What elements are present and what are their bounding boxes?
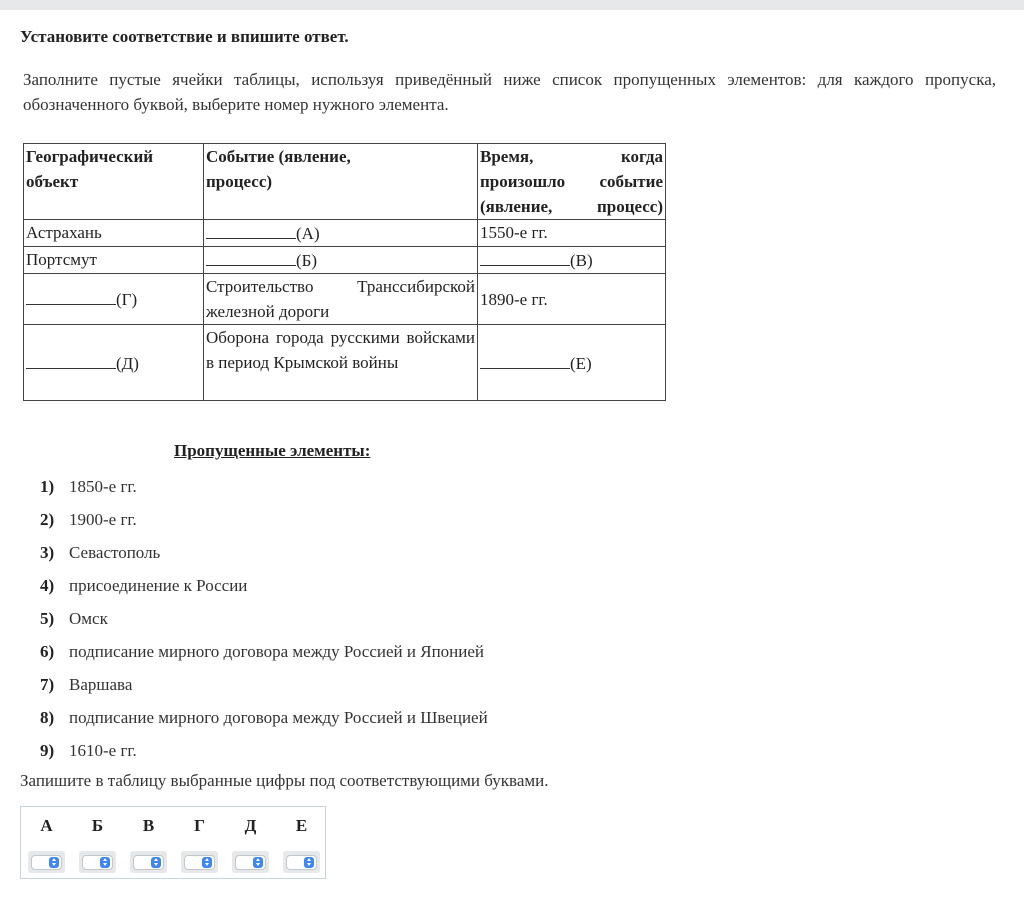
answer-letter: А (40, 816, 53, 835)
task-title: Установите соответствие и впишите ответ. (20, 27, 349, 46)
blank-line (206, 220, 296, 239)
up-down-chevron-icon (304, 857, 314, 868)
table-row (24, 220, 666, 247)
blank-line (206, 247, 296, 266)
item-text: присоединение к России (69, 576, 248, 595)
blank-label-g: (Г) (116, 290, 138, 309)
table-row (24, 247, 666, 274)
blank-line (26, 286, 116, 305)
header-event (204, 144, 478, 220)
blank-label-d: (Д) (116, 353, 139, 373)
list-item (40, 573, 488, 606)
matching-table (23, 143, 666, 401)
header-geo-object: Географический объект (24, 144, 204, 220)
row1-event (204, 220, 478, 247)
list-item (40, 606, 488, 639)
blank-line (480, 350, 570, 369)
answer-select-d[interactable] (232, 851, 269, 873)
item-text: подписание мирного договора между Россией и Японией (69, 642, 485, 661)
instruction-text: Заполните пустые ячейки таблицы, используя приведённый ниже список пропущенных элементов: для каждого пропуска, обозначенного буквой, выберите номер нужного элемента. (23, 70, 996, 114)
answer-select-b[interactable] (79, 851, 116, 873)
answer-table (20, 806, 326, 879)
answer-letter-cell (21, 815, 72, 837)
item-text: 1610-е гг. (69, 741, 137, 760)
row2-event (204, 247, 478, 274)
item-number: 4) (40, 576, 55, 595)
answer-select-v[interactable] (130, 851, 167, 873)
item-number: 9) (40, 741, 55, 760)
answer-letter: Г (194, 816, 205, 835)
item-number: 7) (40, 675, 55, 694)
row1-object: Астрахань (24, 220, 204, 247)
up-down-chevron-icon (49, 857, 59, 868)
answer-letter: Б (91, 816, 104, 835)
answer-letters-row (21, 815, 327, 837)
list-item (40, 474, 488, 507)
item-number: 3) (40, 543, 55, 562)
row4-time (478, 325, 666, 401)
item-text: 1850-е гг. (69, 477, 137, 496)
answer-letter: Е (295, 816, 308, 835)
up-down-chevron-icon (253, 857, 263, 868)
item-text: Омск (69, 609, 108, 628)
item-number: 5) (40, 609, 55, 628)
up-down-chevron-icon (100, 857, 110, 868)
row1-time: 1550-е гг. (478, 220, 666, 247)
item-text: Севастополь (69, 543, 161, 562)
up-down-chevron-icon (151, 857, 161, 868)
up-down-chevron-icon (202, 857, 212, 868)
list-item (40, 507, 488, 540)
row3-time: 1890-е гг. (478, 274, 666, 325)
blank-line (26, 350, 116, 369)
blank-label-a: (А) (296, 224, 320, 243)
header-event-text: Событие (явление, процесс) (206, 147, 351, 191)
answer-selects-row (21, 850, 327, 874)
answer-select-e[interactable] (283, 851, 320, 873)
answer-select-g[interactable] (181, 851, 218, 873)
missing-elements-title: Пропущенные элементы: (174, 441, 371, 460)
answer-select-a[interactable] (28, 851, 65, 873)
row4-object (24, 325, 204, 401)
answer-letter-cell (174, 815, 225, 837)
blank-label-e: (Е) (570, 353, 592, 373)
top-bar (0, 0, 1024, 10)
row2-object: Портсмут (24, 247, 204, 274)
list-item (40, 639, 488, 672)
row3-object (24, 274, 204, 325)
answer-letter-cell (276, 815, 327, 837)
list-item (40, 705, 488, 738)
list-item (40, 540, 488, 573)
row3-event: Строительство Транссибирской железной дороги (204, 274, 478, 325)
list-item (40, 738, 488, 771)
header-time: Время, когда произошло событие (явление, процесс) (478, 144, 666, 220)
row2-time (478, 247, 666, 274)
table-header-row (24, 144, 666, 220)
answer-letter-cell (225, 815, 276, 837)
table-row (24, 274, 666, 325)
write-hint-text: Запишите в таблицу выбранные цифры под соответствующими буквами. (20, 771, 549, 790)
item-text: Варшава (69, 675, 133, 694)
item-number: 2) (40, 510, 55, 529)
answer-letter: В (142, 816, 155, 835)
list-item (40, 672, 488, 705)
answer-letter-cell (72, 815, 123, 837)
item-number: 6) (40, 642, 55, 661)
item-text: 1900-е гг. (69, 510, 137, 529)
answer-letter-cell (123, 815, 174, 837)
blank-label-b: (Б) (296, 251, 318, 270)
item-number: 1) (40, 477, 55, 496)
table-row (24, 325, 666, 401)
blank-line (480, 247, 570, 266)
blank-label-v: (В) (570, 251, 593, 270)
item-number: 8) (40, 708, 55, 727)
row4-event: Оборона города русскими войсками в период Крымской войны (204, 325, 478, 401)
answer-letter: Д (244, 816, 257, 835)
missing-elements-list (40, 474, 488, 771)
item-text: подписание мирного договора между Россией и Швецией (69, 708, 488, 727)
